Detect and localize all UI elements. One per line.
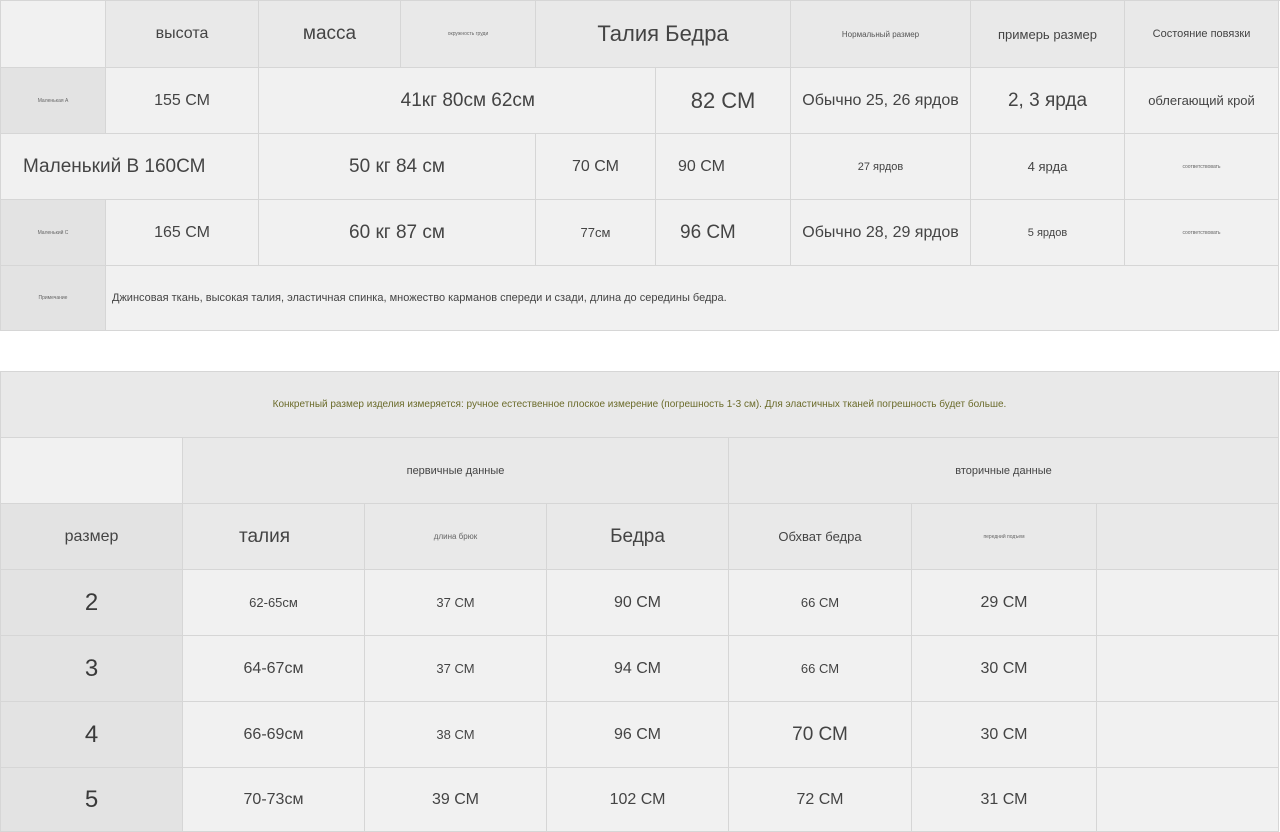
cell-mass-chest: 60 кг 87 см — [259, 200, 536, 266]
col-header-hips: Бедра — [547, 504, 729, 570]
cell-waist: 64-67см — [183, 636, 365, 702]
cell-size: 3 — [0, 636, 183, 702]
header-mass: масса — [259, 1, 401, 68]
group-primary-data: первичные данные — [183, 438, 729, 504]
cell-size: 4 — [0, 702, 183, 768]
cell-mass-chest: 50 кг 84 см — [259, 134, 536, 200]
cell-hips: 96 СМ — [656, 200, 791, 266]
cell-front-rise: 30 СМ — [912, 636, 1097, 702]
cell-try-size: 4 ярда — [971, 134, 1125, 200]
header-try-size: примерь размер — [971, 1, 1125, 68]
measurement-caption: Конкретный размер изделия измеряется: ручное естественное плоское измерение (погрешность 1-3 см). Для эластичных тканей погрешность будет больше. — [0, 372, 1279, 438]
col-header-front-rise: передний подъем — [912, 504, 1097, 570]
cell-thigh: 66 СМ — [729, 570, 912, 636]
cell-try-size: 5 ярдов — [971, 200, 1125, 266]
cell-height: 155 СМ — [106, 68, 259, 134]
col-header-thigh: Обхват бедра — [729, 504, 912, 570]
cell-waist: 62-65см — [183, 570, 365, 636]
cell-waist: 70 СМ — [536, 134, 656, 200]
cell-hips: 90 СМ — [547, 570, 729, 636]
header-chest: окружность груди — [401, 1, 536, 68]
cell-fit: соответствовать — [1125, 134, 1279, 200]
header-fit: Состояние повязки — [1125, 1, 1279, 68]
cell-hips: 102 СМ — [547, 768, 729, 832]
cell-hips: 90 СМ — [656, 134, 791, 200]
cell-size: 2 — [0, 570, 183, 636]
header-waist-hips: Талия Бедра — [536, 1, 791, 68]
cell-trouser-length: 37 СМ — [365, 570, 547, 636]
cell-waist: 66-69см — [183, 702, 365, 768]
cell-trouser-length: 37 СМ — [365, 636, 547, 702]
cell-empty — [1097, 702, 1279, 768]
cell-trouser-length: 38 СМ — [365, 702, 547, 768]
row-label: Маленький С — [0, 200, 106, 266]
cell-hips: 82 СМ — [656, 68, 791, 134]
cell-normal-size: Обычно 25, 26 ярдов — [791, 68, 971, 134]
col-header-empty — [1097, 504, 1279, 570]
cell-fit: облегающий крой — [1125, 68, 1279, 134]
cell-size: 5 — [0, 768, 183, 832]
group-empty-cell — [0, 438, 183, 504]
cell-hips: 94 СМ — [547, 636, 729, 702]
note-label: Примечание — [0, 266, 106, 331]
header-normal-size: Нормальный размер — [791, 1, 971, 68]
size-table-garment-measurements — [0, 371, 1280, 832]
cell-front-rise: 29 СМ — [912, 570, 1097, 636]
header-height: высота — [106, 1, 259, 68]
cell-empty — [1097, 768, 1279, 832]
cell-thigh: 70 СМ — [729, 702, 912, 768]
cell-empty — [1097, 570, 1279, 636]
cell-trouser-length: 39 СМ — [365, 768, 547, 832]
cell-normal-size: 27 ярдов — [791, 134, 971, 200]
header-empty-cell — [0, 1, 106, 68]
cell-height: 165 СМ — [106, 200, 259, 266]
col-header-waist: талия — [183, 504, 365, 570]
cell-thigh: 66 СМ — [729, 636, 912, 702]
cell-front-rise: 31 СМ — [912, 768, 1097, 832]
cell-waist: 70-73см — [183, 768, 365, 832]
cell-thigh: 72 СМ — [729, 768, 912, 832]
cell-waist: 77см — [536, 200, 656, 266]
col-header-size: размер — [0, 504, 183, 570]
cell-label-height: Маленький В 160СМ — [0, 134, 259, 200]
note-text: Джинсовая ткань, высокая талия, эластичная спинка, множество карманов спереди и сзади, длина до середины бедра. — [106, 266, 1279, 331]
cell-hips: 96 СМ — [547, 702, 729, 768]
cell-normal-size: Обычно 28, 29 ярдов — [791, 200, 971, 266]
cell-fit: соответствовать — [1125, 200, 1279, 266]
cell-mass-chest-waist: 41кг 80см 62см — [259, 68, 656, 134]
size-table-body-measurements — [0, 0, 1280, 331]
col-header-trouser-length: длина брюк — [365, 504, 547, 570]
row-label: Маленькая А — [0, 68, 106, 134]
cell-front-rise: 30 СМ — [912, 702, 1097, 768]
group-secondary-data: вторичные данные — [729, 438, 1279, 504]
cell-empty — [1097, 636, 1279, 702]
cell-try-size: 2, 3 ярда — [971, 68, 1125, 134]
